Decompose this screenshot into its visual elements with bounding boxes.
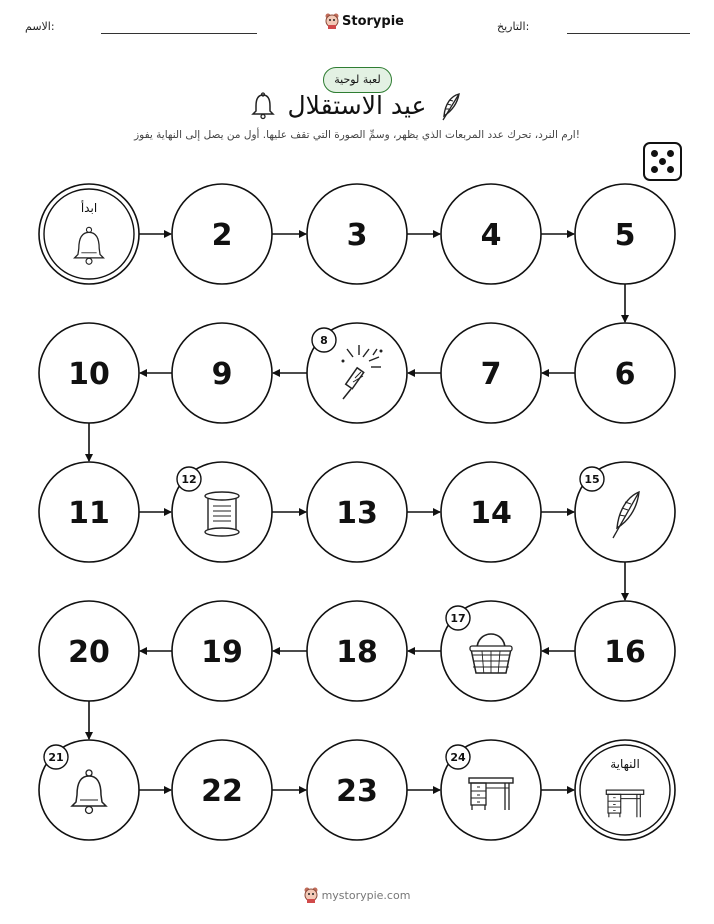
board-space-19[interactable] — [172, 601, 272, 701]
board-space-14[interactable] — [441, 462, 541, 562]
badge-number: 21 — [48, 751, 64, 764]
board-space-1[interactable] — [39, 184, 139, 284]
badge-number: 24 — [450, 751, 466, 764]
board-space-15[interactable] — [575, 462, 675, 562]
board-space-2[interactable] — [172, 184, 272, 284]
space-number: 16 — [604, 635, 646, 670]
footer — [0, 887, 714, 903]
board-space-10[interactable] — [39, 323, 139, 423]
start-label: ابدأ — [80, 201, 98, 215]
board-space-25[interactable] — [575, 740, 675, 840]
board-space-22[interactable] — [172, 740, 272, 840]
board-space-23[interactable] — [307, 740, 407, 840]
space-number: 3 — [346, 218, 368, 253]
board-space-7[interactable] — [441, 323, 541, 423]
instructions: ارم النرد، تحرك عدد المربعات الذي يظهر، وسمِّ الصورة التي تقف عليها. أول من يصل إلى النهاية يفوز! — [134, 129, 580, 141]
brand-name: Storypie — [342, 13, 404, 29]
space-number: 19 — [201, 635, 243, 670]
space-number: 13 — [336, 496, 378, 531]
space-number: 7 — [480, 357, 502, 392]
board-space-21[interactable] — [39, 740, 139, 840]
name-label: الاسم: — [25, 20, 55, 33]
space-number: 9 — [211, 357, 233, 392]
space-number: 23 — [336, 774, 378, 809]
board-space-18[interactable] — [307, 601, 407, 701]
board-space-17[interactable] — [441, 601, 541, 701]
badge-number: 17 — [450, 612, 466, 625]
date-label: التاريخ: — [497, 20, 530, 33]
space-number: 11 — [68, 496, 110, 531]
board-space-6[interactable] — [575, 323, 675, 423]
board-space-11[interactable] — [39, 462, 139, 562]
board-space-24[interactable] — [441, 740, 541, 840]
space-number: 2 — [211, 218, 233, 253]
space-number: 14 — [470, 496, 512, 531]
badge-number: 12 — [181, 473, 197, 486]
space-number: 10 — [68, 357, 110, 392]
page-title: عيد الاستقلال — [287, 91, 427, 120]
board-space-20[interactable] — [39, 601, 139, 701]
space-number: 5 — [614, 218, 636, 253]
board-space-3[interactable] — [307, 184, 407, 284]
board-space-16[interactable] — [575, 601, 675, 701]
board-space-4[interactable] — [441, 184, 541, 284]
game-type-badge: لعبة لوحية — [323, 67, 392, 93]
footer-url: mystorypie.com — [321, 888, 411, 902]
storypie-mascot-icon — [304, 887, 318, 903]
board-space-12[interactable] — [172, 462, 272, 562]
board-space-8[interactable] — [307, 323, 407, 423]
space-number: 6 — [614, 357, 636, 392]
board-space-5[interactable] — [575, 184, 675, 284]
finish-label: النهاية — [610, 757, 640, 771]
space-circle — [39, 184, 139, 284]
badge-number: 8 — [320, 334, 328, 347]
board-space-9[interactable] — [172, 323, 272, 423]
space-number: 22 — [201, 774, 243, 809]
space-number: 18 — [336, 635, 378, 670]
space-number: 20 — [68, 635, 110, 670]
board-space-13[interactable] — [307, 462, 407, 562]
badge-number: 15 — [584, 473, 600, 486]
space-number: 4 — [480, 218, 502, 253]
